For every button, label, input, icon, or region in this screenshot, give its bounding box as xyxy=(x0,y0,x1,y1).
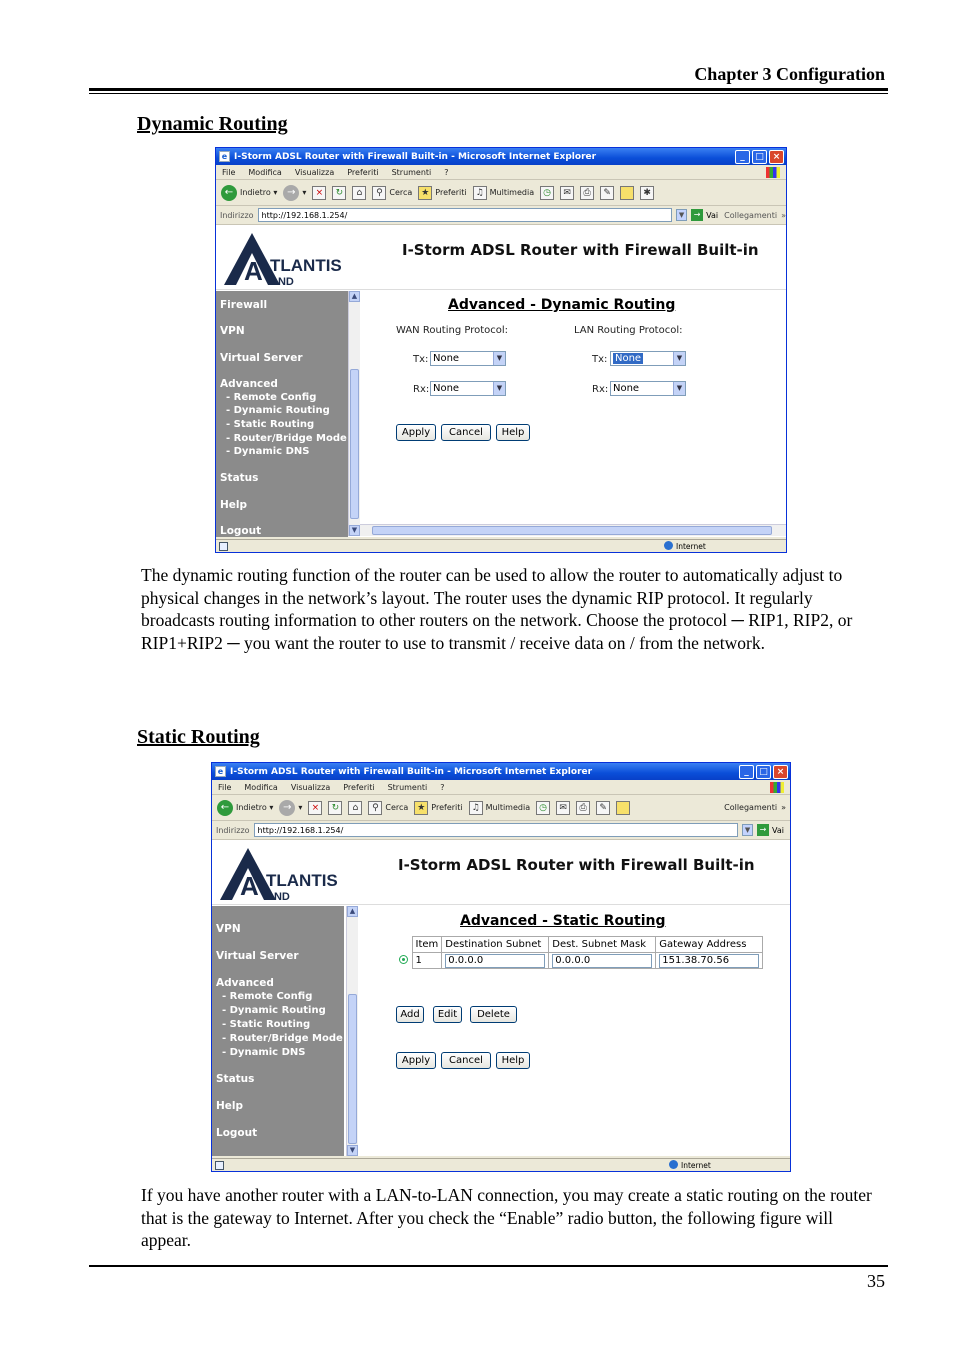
edit-button[interactable]: Edit xyxy=(433,1006,462,1023)
col-gateway: Gateway Address xyxy=(656,937,763,953)
home-icon[interactable]: ⌂ xyxy=(348,801,362,815)
menu-preferiti[interactable]: Preferiti xyxy=(343,782,375,792)
go-arrow-icon: → xyxy=(757,824,769,836)
router-header xyxy=(212,840,790,905)
search-button[interactable]: ⚲ Cerca xyxy=(372,186,412,200)
wan-tx-select[interactable]: None ▼ xyxy=(430,351,506,366)
sidebar-item-router-bridge[interactable]: - Router/Bridge Mode xyxy=(222,1033,343,1044)
maximize-icon[interactable]: □ xyxy=(752,150,767,164)
chevron-down-icon: ▼ xyxy=(673,352,685,365)
minimize-icon[interactable]: _ xyxy=(735,150,750,164)
sidebar-item-help[interactable]: Help xyxy=(216,1100,244,1112)
menu-help[interactable]: ? xyxy=(444,167,449,177)
scroll-up-icon[interactable]: ▲ xyxy=(347,906,358,917)
address-bar: Indirizzo http://192.168.1.254/ ▼ → Vai Collegamenti » xyxy=(216,206,786,225)
svg-text:TLANTIS: TLANTIS xyxy=(266,871,338,890)
svg-text:AND: AND xyxy=(270,276,294,287)
scroll-down-icon[interactable]: ▼ xyxy=(347,1145,358,1156)
menu-visualizza[interactable]: Visualizza xyxy=(294,167,335,177)
sidebar-item-virtual-server[interactable]: Virtual Server xyxy=(220,352,303,364)
home-icon[interactable]: ⌂ xyxy=(352,186,366,200)
scroll-thumb[interactable] xyxy=(350,369,359,519)
close-icon[interactable]: × xyxy=(769,150,784,164)
lan-tx-label: Tx: xyxy=(592,354,608,365)
search-icon: ⚲ xyxy=(368,801,382,815)
col-destination: Destination Subnet xyxy=(442,937,549,953)
ie-icon: e xyxy=(215,766,226,777)
browser-toolbar: ← Indietro ▾ → ▾ × ↻ ⌂ ⚲ Cerca ★ Preferiti ♫ Multimedia ◷ ✉ ⎙ ✎ Collegamenti » xyxy=(212,795,790,821)
back-button[interactable]: ← Indietro ▾ xyxy=(221,185,277,201)
router-title: I-Storm ADSL Router with Firewall Built-in xyxy=(402,241,759,259)
dest-mask-field[interactable]: 0.0.0.0 xyxy=(552,954,652,968)
menu-strumenti[interactable]: Strumenti xyxy=(391,167,432,177)
sidebar-item-firewall[interactable]: Firewall xyxy=(220,299,268,311)
menu-help[interactable]: ? xyxy=(440,782,445,792)
media-button[interactable]: ♫ Multimedia xyxy=(469,801,530,815)
header-rule xyxy=(89,88,888,91)
sidebar-item-dynamic-routing[interactable]: - Dynamic Routing xyxy=(222,1005,326,1016)
browser-toolbar xyxy=(216,180,786,206)
star-icon: ★ xyxy=(414,801,428,815)
status-bar xyxy=(216,539,786,552)
discuss-icon[interactable] xyxy=(620,186,634,200)
minimize-icon[interactable]: _ xyxy=(739,765,754,779)
scroll-up-icon[interactable]: ▲ xyxy=(349,291,360,302)
sidebar-item-router-bridge[interactable]: - Router/Bridge Mode xyxy=(226,433,347,444)
sidebar-item-vpn[interactable]: VPN xyxy=(220,325,245,337)
section-title-dynamic-routing: Dynamic Routing xyxy=(137,113,288,135)
col-mask: Dest. Subnet Mask xyxy=(549,937,656,953)
wan-rx-select[interactable]: None ▼ xyxy=(430,381,506,396)
sidebar-item-help[interactable]: Help xyxy=(220,499,248,511)
discuss-icon[interactable] xyxy=(616,801,630,815)
paragraph-dynamic-routing: The dynamic routing function of the router can be used to allow the router to automatically adjust to physical changes in the network’s layout. The router uses the dynamic RIP protocol. It regularly broadcasts routing information to other routers on the network. Choose the protocol ─ RIP1, RIP2, or RIP1+RIP2 ─ you want the router to use to transmit / receive data on / from the network. xyxy=(141,565,853,653)
wan-tx-label: Tx: xyxy=(413,354,429,365)
address-label: Indirizzo xyxy=(220,210,254,220)
globe-icon xyxy=(664,541,673,550)
menu-file[interactable]: File xyxy=(222,167,236,177)
address-input[interactable]: http://192.168.1.254/ xyxy=(254,823,738,837)
sidebar-item-dynamic-dns[interactable]: - Dynamic DNS xyxy=(226,446,310,457)
wan-label: WAN Routing Protocol: xyxy=(396,325,509,336)
chevron-down-icon: ▼ xyxy=(673,382,685,395)
svg-text:TLANTIS: TLANTIS xyxy=(270,256,342,275)
delete-button[interactable]: Delete xyxy=(470,1006,517,1023)
sidebar-item-advanced[interactable]: Advanced xyxy=(220,378,278,390)
svg-text:A: A xyxy=(244,256,263,286)
links-label[interactable]: Collegamenti xyxy=(724,803,778,812)
back-arrow-icon: ← xyxy=(221,185,237,201)
menu-modifica[interactable]: Modifica xyxy=(244,782,278,792)
history-icon[interactable]: ◷ xyxy=(536,801,550,815)
print-icon[interactable]: ⎙ xyxy=(580,186,594,200)
footer-rule xyxy=(89,1265,888,1267)
sidebar-item-logout[interactable]: Logout xyxy=(220,525,262,537)
lan-rx-label: Rx: xyxy=(592,384,609,395)
browser-window-static xyxy=(211,762,791,1172)
edit-icon[interactable]: ✎ xyxy=(600,186,614,200)
sidebar-menu xyxy=(212,906,344,1156)
refresh-icon[interactable]: ↻ xyxy=(328,801,342,815)
stop-icon[interactable]: × xyxy=(308,801,322,815)
refresh-icon[interactable]: ↻ xyxy=(332,186,346,200)
gateway-field[interactable]: 151.38.70.56 xyxy=(659,954,759,968)
apply-button[interactable]: Apply xyxy=(396,1052,436,1069)
browser-window-dynamic xyxy=(215,147,787,553)
sidebar-item-vpn[interactable]: VPN xyxy=(216,923,241,935)
stop-icon[interactable]: × xyxy=(312,186,326,200)
media-button[interactable]: ♫ Multimedia xyxy=(473,186,534,200)
windows-flag-icon xyxy=(766,167,780,178)
router-header xyxy=(216,225,786,290)
media-icon: ♫ xyxy=(469,801,483,815)
window-titlebar xyxy=(216,148,786,165)
menu-visualizza[interactable]: Visualizza xyxy=(290,782,331,792)
svg-text:A: A xyxy=(240,871,259,901)
cell-item: 1 xyxy=(412,953,442,969)
media-icon: ♫ xyxy=(473,186,487,200)
help-button[interactable]: Help xyxy=(496,1052,530,1069)
sidebar-item-static-routing[interactable]: - Static Routing xyxy=(222,1019,311,1030)
add-button[interactable]: Add xyxy=(396,1006,424,1023)
wan-rx-label: Rx: xyxy=(413,384,430,395)
sidebar-item-dynamic-dns[interactable]: - Dynamic DNS xyxy=(222,1047,306,1058)
forward-button[interactable]: → ▾ xyxy=(283,185,306,201)
status-bar xyxy=(212,1158,790,1171)
messenger-icon[interactable]: ✱ xyxy=(640,186,654,200)
go-arrow-icon: → xyxy=(691,209,703,221)
forward-arrow-icon: → xyxy=(283,185,299,201)
header-rule-thin xyxy=(89,93,888,94)
sidebar-item-logout[interactable]: Logout xyxy=(216,1127,258,1139)
chapter-heading: Chapter 3 Configuration xyxy=(694,64,885,84)
sidebar-item-dynamic-routing[interactable]: - Dynamic Routing xyxy=(226,405,330,416)
routing-table xyxy=(395,936,763,969)
page-content xyxy=(212,840,790,1156)
lan-label: LAN Routing Protocol: xyxy=(574,325,683,336)
back-arrow-icon: ← xyxy=(217,800,233,816)
windows-flag-icon xyxy=(770,782,784,793)
forward-arrow-icon: → xyxy=(279,800,295,816)
sidebar-item-advanced[interactable]: Advanced xyxy=(216,977,274,989)
address-dropdown-icon[interactable]: ▼ xyxy=(742,824,753,836)
links-label[interactable]: Collegamenti xyxy=(724,210,778,220)
window-title: I-Storm ADSL Router with Firewall Built-in - Microsoft Internet Explorer xyxy=(230,766,593,777)
globe-icon xyxy=(669,1160,678,1169)
search-button[interactable]: ⚲ Cerca xyxy=(368,801,408,815)
sidebar-scrollbar[interactable] xyxy=(348,291,360,536)
row-radio[interactable] xyxy=(399,955,408,964)
sidebar-item-remote-config[interactable]: - Remote Config xyxy=(222,991,313,1002)
sidebar-item-virtual-server[interactable]: Virtual Server xyxy=(216,950,299,962)
chevron-down-icon: ▼ xyxy=(493,382,505,395)
go-button[interactable]: → Vai xyxy=(691,209,718,221)
paragraph-static-routing: If you have another router with a LAN-to-LAN connection, you may create a static routing on the router that is the gateway to Internet. After you check the “Enable” radio button, the following figure will appear. xyxy=(141,1185,872,1250)
page-number: 35 xyxy=(867,1271,885,1291)
cancel-button[interactable]: Cancel xyxy=(441,424,491,441)
print-icon[interactable]: ⎙ xyxy=(576,801,590,815)
mail-icon[interactable]: ✉ xyxy=(556,801,570,815)
router-title: I-Storm ADSL Router with Firewall Built-in xyxy=(398,856,755,874)
menu-bar xyxy=(216,165,786,180)
apply-button[interactable]: Apply xyxy=(396,424,436,441)
table-row xyxy=(395,953,763,969)
page-icon xyxy=(215,1161,224,1170)
sidebar-item-status[interactable]: Status xyxy=(216,1073,255,1085)
window-titlebar xyxy=(212,763,790,780)
svg-text:AND: AND xyxy=(266,891,290,902)
history-icon[interactable]: ◷ xyxy=(540,186,554,200)
address-label: Indirizzo xyxy=(216,825,250,835)
star-icon: ★ xyxy=(418,186,432,200)
menu-strumenti[interactable]: Strumenti xyxy=(387,782,428,792)
cancel-button[interactable]: Cancel xyxy=(441,1052,491,1069)
hscroll-thumb[interactable] xyxy=(372,526,772,535)
lan-rx-select[interactable]: None ▼ xyxy=(610,381,686,396)
back-button[interactable]: ← Indietro ▾ xyxy=(217,800,273,816)
atlantis-logo xyxy=(218,844,354,902)
window-title: I-Storm ADSL Router with Firewall Built-in - Microsoft Internet Explorer xyxy=(234,151,597,162)
menu-preferiti[interactable]: Preferiti xyxy=(347,167,379,177)
close-icon[interactable]: × xyxy=(773,765,788,779)
dest-subnet-field[interactable]: 0.0.0.0 xyxy=(445,954,545,968)
scroll-thumb[interactable] xyxy=(348,994,357,1144)
search-icon: ⚲ xyxy=(372,186,386,200)
page-heading: Advanced - Dynamic Routing xyxy=(448,297,676,313)
zone-indicator: Internet xyxy=(669,1160,711,1170)
sidebar-scrollbar[interactable] xyxy=(346,906,358,1156)
lan-tx-select[interactable]: None ▼ xyxy=(610,351,686,366)
page-content xyxy=(216,225,786,537)
address-dropdown-icon[interactable]: ▼ xyxy=(676,209,687,221)
zone-indicator: Internet xyxy=(664,541,706,551)
ie-icon: e xyxy=(219,151,230,162)
page-hscrollbar[interactable] xyxy=(360,524,786,536)
page-heading: Advanced - Static Routing xyxy=(460,913,666,929)
menu-file[interactable]: File xyxy=(218,782,232,792)
help-button[interactable]: Help xyxy=(496,424,530,441)
page-icon xyxy=(219,542,228,551)
menu-bar xyxy=(212,780,790,795)
favorites-button[interactable]: ★ Preferiti xyxy=(418,186,466,200)
scroll-down-icon[interactable]: ▼ xyxy=(349,525,360,536)
sidebar-item-remote-config[interactable]: - Remote Config xyxy=(226,392,317,403)
forward-button[interactable]: → ▾ xyxy=(279,800,302,816)
maximize-icon[interactable]: □ xyxy=(756,765,771,779)
col-item: Item xyxy=(412,937,442,953)
address-input[interactable]: http://192.168.1.254/ xyxy=(258,208,673,222)
edit-icon[interactable]: ✎ xyxy=(596,801,610,815)
sidebar-item-status[interactable]: Status xyxy=(220,472,259,484)
table-header-row xyxy=(395,937,763,953)
mail-icon[interactable]: ✉ xyxy=(560,186,574,200)
section-title-static-routing: Static Routing xyxy=(137,726,260,748)
atlantis-logo xyxy=(222,229,358,287)
chevron-down-icon: ▼ xyxy=(493,352,505,365)
menu-modifica[interactable]: Modifica xyxy=(248,167,282,177)
favorites-button[interactable]: ★ Preferiti xyxy=(414,801,462,815)
address-bar xyxy=(212,821,790,840)
sidebar-menu xyxy=(216,291,348,537)
sidebar-item-static-routing[interactable]: - Static Routing xyxy=(226,419,315,430)
go-button[interactable]: → Vai xyxy=(757,824,784,836)
